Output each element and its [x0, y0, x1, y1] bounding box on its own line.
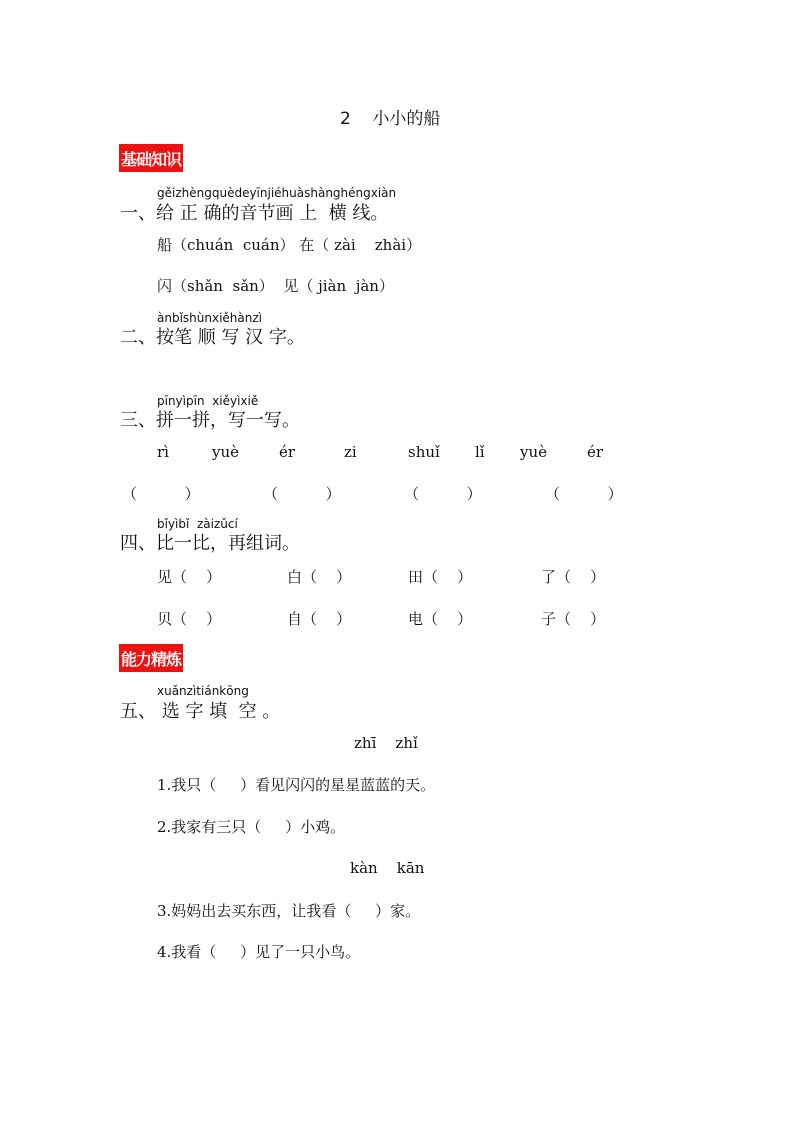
q4-item[interactable]: 田（ ）	[408, 568, 473, 586]
q3-pinyin-1: yuè	[212, 443, 240, 461]
q5-sentence-3: 3.妈妈出去买东西，让我看（ ）家。	[157, 902, 421, 920]
q3-blank-4[interactable]: （ ）	[545, 485, 623, 503]
q2-pinyin: ànbǐshùnxiěhànzì	[157, 311, 262, 325]
q3-pinyin-6: yuè	[520, 443, 548, 461]
q4-heading: 四、比一比，再组词。	[120, 533, 300, 554]
q3-heading: 三、拼一拼，写一写。	[120, 410, 300, 431]
q3-pinyin: pīnyìpīn xiěyìxiě	[157, 394, 259, 408]
q4-item[interactable]: 子（ ）	[541, 610, 606, 628]
q3-blank-1[interactable]: （ ）	[122, 485, 200, 503]
q5-sentence-1: 1.我只（ ）看见闪闪的星星蓝蓝的天。	[157, 776, 436, 794]
q4-pinyin: bǐyìbǐ zàizǔcí	[157, 517, 238, 531]
q3-pinyin-7: ér	[587, 443, 604, 461]
q2-heading: 二、按笔 顺 写 汉 字。	[120, 327, 305, 348]
q5-sentence-4: 4.我看（ ）见了一只小鸟。	[157, 943, 361, 961]
q5-heading: 五、 选 字 填 空 。	[120, 701, 281, 722]
q4-item[interactable]: 了（ ）	[541, 568, 606, 586]
q5-choices-2: kàn kān	[350, 859, 425, 877]
section-badge-basic: 基础知识	[119, 144, 183, 172]
q4-item[interactable]: 见（ ）	[157, 568, 222, 586]
q3-pinyin-3: zi	[344, 443, 357, 461]
q1-row2: 闪（shǎn sǎn） 见（ jiàn jàn）	[157, 277, 394, 295]
q5-pinyin: xuǎnzìtiánkōng	[157, 684, 249, 698]
section-badge-ability: 能力精炼	[119, 644, 183, 672]
q3-pinyin-0: rì	[157, 443, 169, 461]
q4-item[interactable]: 电（ ）	[408, 610, 473, 628]
q4-item[interactable]: 白（ ）	[287, 568, 352, 586]
q3-blank-2[interactable]: （ ）	[263, 485, 341, 503]
q1-heading: 一、给 正 确的音节画 上 横 线。	[120, 203, 389, 224]
q5-sentence-2: 2.我家有三只（ ）小鸡。	[157, 818, 346, 836]
q3-blank-3[interactable]: （ ）	[404, 485, 482, 503]
q1-pinyin: gěizhèngquèdeyīnjiéhuàshànghéngxiàn	[157, 186, 397, 200]
q4-item[interactable]: 自（ ）	[287, 610, 352, 628]
q5-choices-1: zhī zhǐ	[354, 734, 418, 752]
q3-pinyin-2: ér	[279, 443, 296, 461]
q3-pinyin-5: lǐ	[475, 443, 485, 461]
q1-row1: 船（chuán cuán） 在（ zài zhài）	[157, 236, 422, 254]
q3-pinyin-4: shuǐ	[408, 443, 440, 461]
page-title: 2 小小的船	[340, 109, 441, 129]
q4-item[interactable]: 贝（ ）	[157, 610, 222, 628]
